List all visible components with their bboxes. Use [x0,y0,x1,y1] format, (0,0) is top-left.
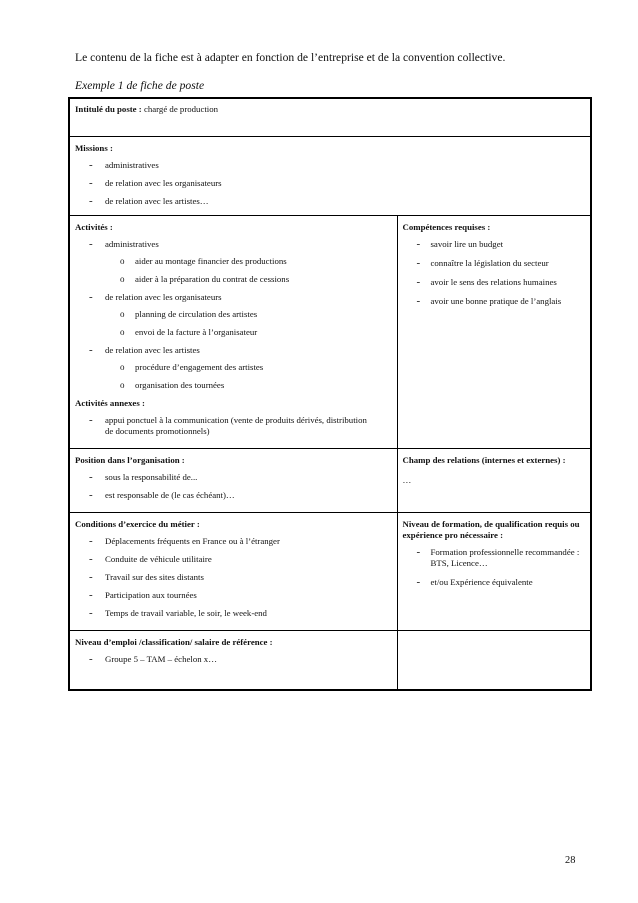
annexes-list [75,415,392,437]
position-cell [69,448,397,512]
list-item: - avoir une bonne pratique de l’anglais [403,296,586,307]
row-position [69,448,591,512]
sub-list [105,362,392,391]
list-item: - sous la responsabilité de... [75,472,392,483]
conditions-list [75,536,392,619]
list-item: - administratives [75,160,585,171]
list-item [75,292,392,338]
list-item: - appui ponctuel à la communication (vente de produits dérivés, distribution de documents promotionnels) [75,415,392,437]
intitule-label: Intitulé du poste : [75,104,142,114]
list-item [75,239,392,285]
list-item: - Travail sur des sites distants [75,572,392,583]
sub-list [105,256,392,285]
competences-list [403,239,586,307]
sub-list [105,309,392,338]
champ-cell [397,448,591,512]
champ-label: Champ des relations (internes et externes) : [402,454,566,465]
sub-list-item: o planning de circulation des artistes [105,309,392,320]
activites-label: Activités : [75,221,113,232]
position-label: Position dans l’organisation : [75,454,185,465]
niveau-label: Niveau de formation, de qualification requis ou expérience pro nécessaire : [402,518,580,540]
list-item: - connaître la législation du secteur [403,258,586,269]
intitule-cell [69,98,591,137]
row-emploi [69,630,591,690]
job-description-table [68,97,592,691]
list-item: - Temps de travail variable, le soir, le week-end [75,608,392,619]
list-item: - de relation avec les artistes… [75,196,585,207]
list-item: - savoir lire un budget [403,239,586,250]
page-number: 28 [565,855,576,866]
missions-list [75,160,585,207]
competences-label: Compétences requises : [402,221,491,232]
row-intitule [69,98,591,137]
row-activites [69,215,591,448]
competences-cell [397,215,591,448]
list-item: - Groupe 5 – TAM – échelon x… [75,654,392,665]
list-item: - et/ou Expérience équivalente [403,577,586,588]
missions-label: Missions : [75,143,113,153]
niveau-cell [397,512,591,630]
sub-list-item: o organisation des tournées [105,380,392,391]
sub-list-item: o aider au montage financier des productions [105,256,392,267]
list-item: - est responsable de (le cas échéant)… [75,490,392,501]
champ-value: … [402,474,412,485]
conditions-cell [69,512,397,630]
list-item: - de relation avec les organisateurs [75,178,585,189]
intro-text: Le contenu de la fiche est à adapter en fonction de l’entreprise et de la convention collective. [75,51,506,64]
activites-cell [69,215,397,448]
missions-cell [69,137,591,216]
sub-list-item: o aider à la préparation du contrat de cessions [105,274,392,285]
activity-group-title: de relation avec les organisateurs [105,291,222,302]
list-item [75,345,392,391]
emploi-cell [69,630,397,690]
niveau-list [403,547,586,588]
list-item: - avoir le sens des relations humaines [403,277,586,288]
row-conditions [69,512,591,630]
intitule-value: chargé de production [143,104,219,114]
list-item: - Conduite de véhicule utilitaire [75,554,392,565]
sub-list-item: o procédure d’engagement des artistes [105,362,392,373]
emploi-empty-cell [397,630,591,690]
list-item: - Participation aux tournées [75,590,392,601]
activity-group-title: administratives [105,238,159,249]
row-missions [69,137,591,216]
annexes-label: Activités annexes : [75,397,145,408]
activity-group-title: de relation avec les artistes [105,344,200,355]
position-list [75,472,392,501]
list-item: - Formation professionnelle recommandée : BTS, Licence… [403,547,586,569]
sub-list-item: o envoi de la facture à l’organisateur [105,327,392,338]
example-title: Exemple 1 de fiche de poste [75,79,205,92]
list-item: - Déplacements fréquents en France ou à l’étranger [75,536,392,547]
activites-list [75,239,392,391]
emploi-list [75,654,392,665]
emploi-label: Niveau d’emploi /classification/ salaire de référence : [75,636,273,647]
conditions-label: Conditions d’exercice du métier : [75,518,200,529]
